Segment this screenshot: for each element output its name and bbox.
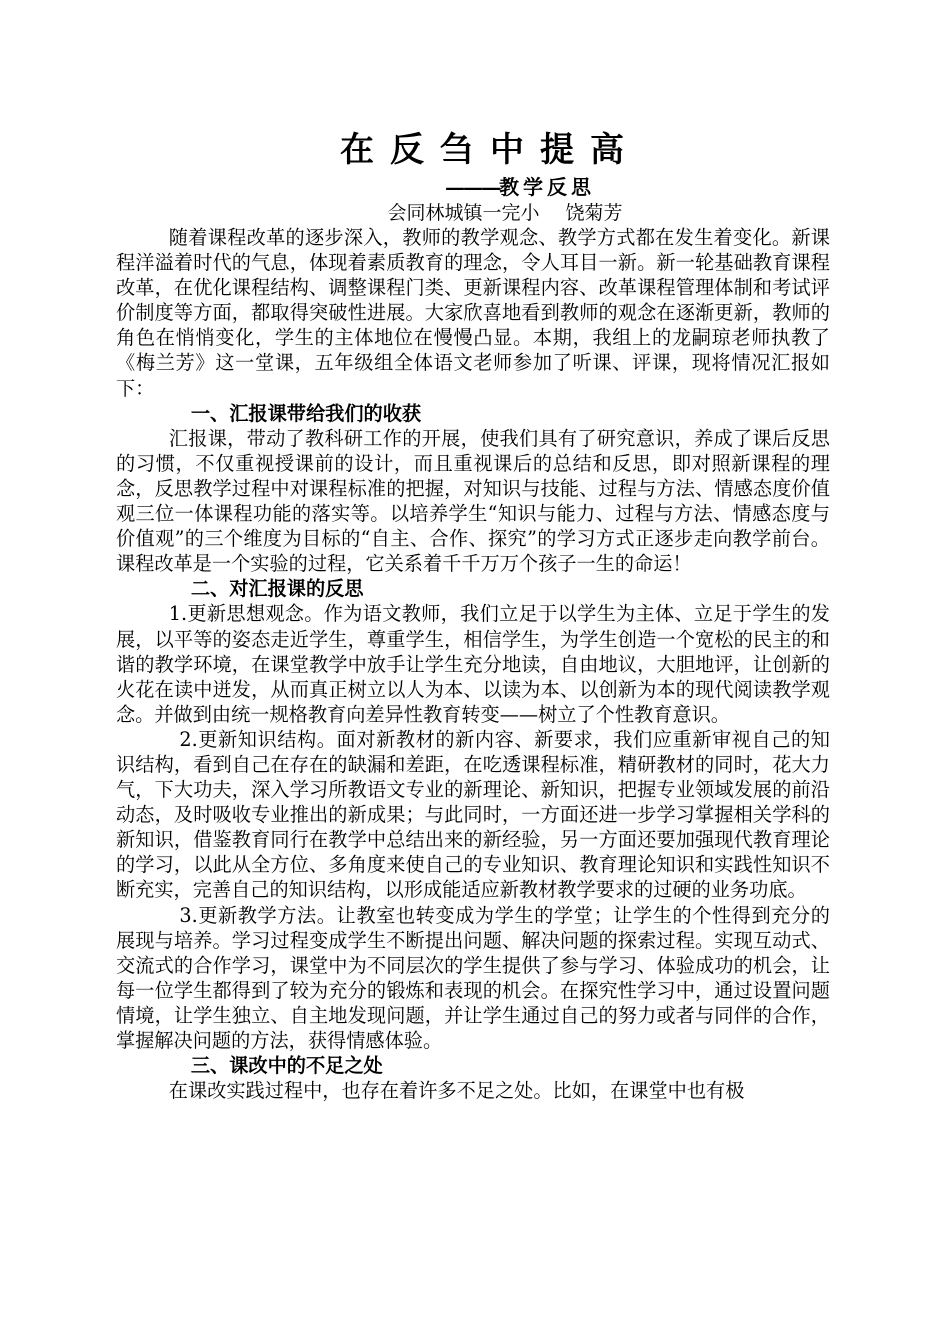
section-heading-2: 二、对汇报课的反思: [190, 577, 364, 601]
document-subtitle: [0, 174, 950, 200]
document-body: [116, 225, 830, 1103]
section-heading-3: 三、课改中的不足之处: [190, 1054, 383, 1078]
subtitle-text: 教学反思: [499, 175, 595, 199]
subtitle-dash: ———: [445, 175, 499, 199]
author-school: 会同林城镇一完小: [387, 202, 540, 224]
author-name: 饶菊芳: [565, 202, 623, 224]
document-title: 在反刍中提高: [340, 130, 640, 170]
intro-paragraph: 随着课程改革的逐步深入，教师的教学观念、教学方式都在发生着变化。新课程洋溢着时代的气息，体现着素质教育的理念，令人耳目一新。新一轮基础教育课程改革，在优化课程结构、调整课程门类、更新课程内容、改革课程管理体制和考试评价制度等方面，都取得突破性进展。大家欣喜地看到教师的观念在逐渐更新，教师的角色在悄悄变化，学生的主体地位在慢慢凸显。本期，我组上的龙嗣琼老师执教了《梅兰芳》这一堂课，五年级组全体语文老师参加了听课、评课，现将情况汇报如下：: [116, 226, 830, 400]
reflection-item-3: 3.更新教学方法。让教室也转变成为学生的学堂；让学生的个性得到充分的展现与培养。学习过程变成学生不断提出问题、解决问题的探索过程。实现互动式、交流式的合作学习，课堂中为不同层次的学生提供了参与学习、体验成功的机会，让每一位学生都得到了较为充分的锻炼和表现的机会。在探究性学习中，通过设置问题情境，让学生独立、自主地发现问题，并让学生通过自己的努力或者与同伴的合作，掌握解决问题的方法，获得情感体验。: [116, 903, 830, 1052]
section-1-paragraph: 汇报课，带动了教科研工作的开展，使我们具有了研究意识，养成了课后反思的习惯，不仅重视授课前的设计，而且重视课后的总结和反思，即对照新课程的理念，反思教学过程中对课程标准的把握，对知识与技能、过程与方法、情感态度价值观三位一体课程功能的落实等。以培养学生“知识与能力、过程与方法、情感态度与价值观”的三个维度为目标的“自主、合作、探究”的学习方式正逐步走向教学前台。课程改革是一个实验的过程，它关系着千千万万个孩子一生的命运！: [116, 426, 830, 576]
section-3-paragraph: 在课改实践过程中，也存在着许多不足之处。比如，在课堂中也有极: [168, 1079, 745, 1103]
author-line: [0, 200, 950, 226]
section-heading-1: 一、汇报课带给我们的收获: [190, 401, 422, 425]
reflection-item-2: 2.更新知识结构。面对新教材的新内容、新要求，我们应重新审视自己的知识结构，看到自己在存在的缺漏和差距，在吃透课程标准，精研教材的同时，花大力气，下大功夫，深入学习所教语文专业的新理论、新知识，把握专业领域发展的前沿动态，及时吸收专业推出的新成果；与此同时，一方面还进一步学习掌握相关学科的新知识，借鉴教育同行在教学中总结出来的新经验，另一方面还要加强现代教育理论的学习，以此从全方位、多角度来使自己的专业知识、教育理论知识和实践性知识不断充实，完善自己的知识结构，以形成能适应新教材教学要求的过硬的业务功底。: [116, 727, 830, 902]
reflection-item-1: 1.更新思想观念。作为语文教师，我们立足于以学生为主体、立足于学生的发展，以平等的姿态走近学生，尊重学生，相信学生，为学生创造一个宽松的民主的和谐的教学环境，在课堂教学中放手让学生充分地读，自由地议，大胆地评，让创新的火花在读中迸发，从而真正树立以人为本、以读为本、以创新为本的现代阅读教学观念。并做到由统一规格教育向差异性教育转变——树立了个性教育意识。: [116, 602, 830, 726]
